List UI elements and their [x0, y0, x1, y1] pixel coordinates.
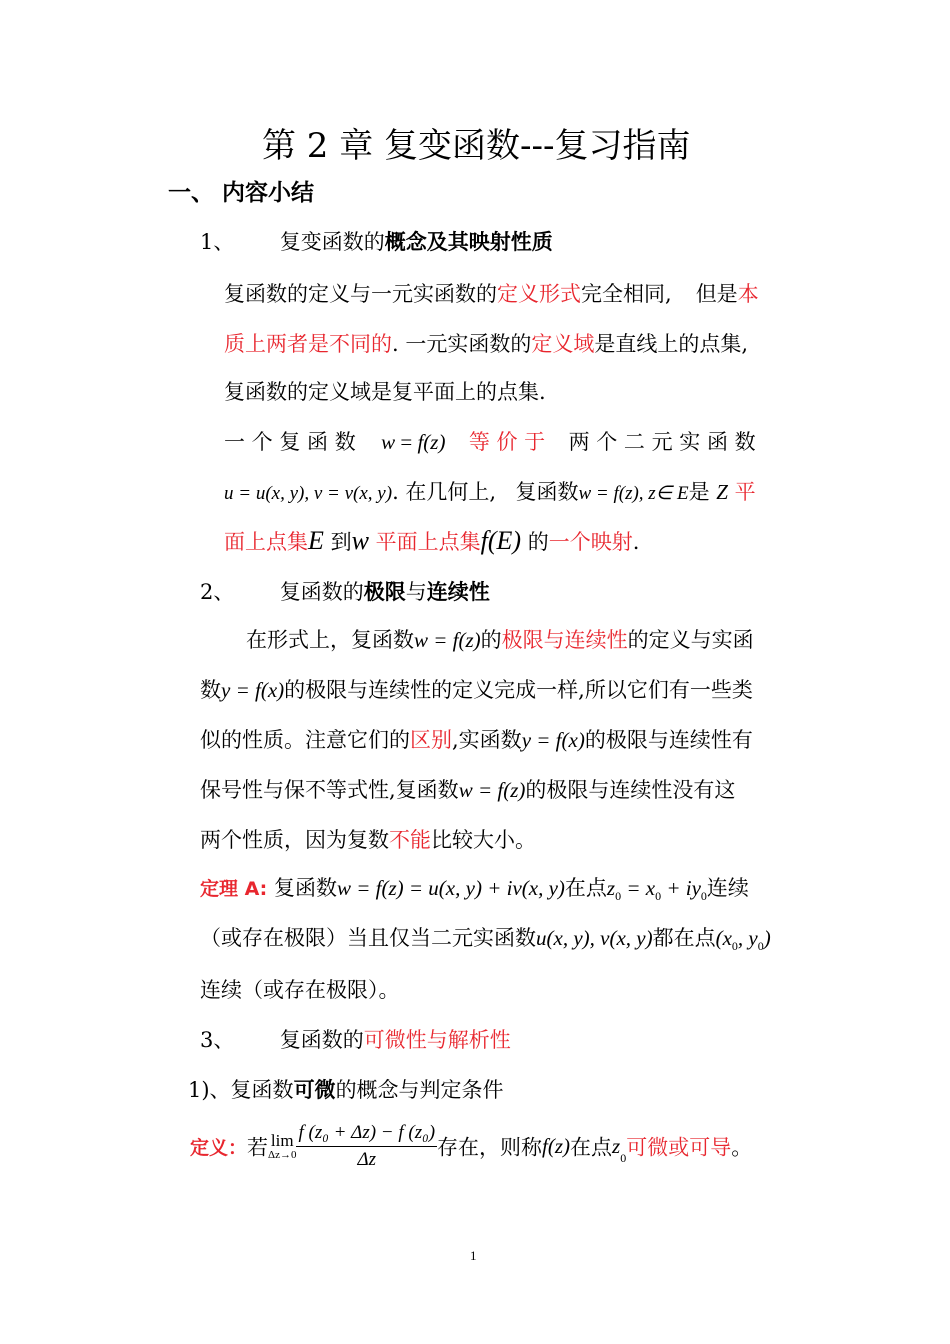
math-subscript: 0 [615, 889, 622, 903]
theorem-label: 定理 A: [200, 878, 268, 900]
para1-line1 [224, 278, 759, 308]
text: 复函数的定义与一元实函数的 [224, 282, 497, 306]
para3-line5 [200, 824, 536, 854]
math: w = f(z), z∈ E [578, 483, 689, 504]
para2-line2 [224, 476, 756, 506]
text: 的极限与连续性有 [584, 728, 753, 752]
text: 完全相同, [581, 282, 672, 306]
math-subscript: 0 [757, 939, 764, 953]
text: 的概念与判定条件 [335, 1078, 504, 1102]
text: 复函数 [395, 778, 459, 802]
text: 复函数 [273, 876, 337, 900]
text: 两个性质，因为复数 [200, 828, 389, 852]
fraction-numerator: f (z₀ + Δz) − f (z₀) [296, 1122, 437, 1147]
text-red: 一个映射 [548, 530, 633, 554]
text: （或存在极限）当且仅当二元实函数 [200, 926, 536, 950]
limit-subscript: Δz→0 [268, 1149, 297, 1161]
subsection-text: 复变函数的 [279, 230, 385, 254]
para3-line1 [246, 624, 754, 654]
text: 两 个 二 元 实 函 数 [568, 430, 756, 454]
text-red: 平 [734, 480, 756, 504]
math: u = u(x, y), v = v(x, y) [224, 483, 393, 504]
text: 比较大小。 [431, 828, 536, 852]
math: f(E) [480, 526, 522, 555]
math: y = f(x) [221, 678, 285, 702]
fraction-denominator: Δz [357, 1149, 377, 1170]
text: . [632, 530, 640, 554]
math: (x [715, 926, 732, 950]
text: 的定义与实函 [627, 628, 754, 652]
difference-quotient [296, 1122, 437, 1171]
subsection-1 [200, 226, 553, 256]
text: 在点 [570, 1135, 613, 1160]
math: w = f(z) = u(x, y) + iv(x, y) [336, 876, 565, 900]
text: 存在，则称 [437, 1135, 543, 1160]
math: w = f(z) [458, 778, 526, 802]
math: w [381, 430, 396, 454]
text-red: 等 价 于 [468, 430, 546, 454]
subsubsection-1 [188, 1074, 504, 1104]
subsection-number: 2、 [200, 580, 235, 604]
math-subscript: 0 [620, 1151, 627, 1165]
math: + iy [661, 876, 701, 900]
text-red: 本 [737, 282, 759, 306]
text: 是 [688, 480, 710, 504]
theorem-a-line1 [200, 872, 749, 904]
text: 都在点 [652, 926, 716, 950]
math: z [606, 876, 616, 900]
para2-line3 [224, 526, 639, 556]
math: E [308, 526, 324, 555]
subsection-bold: 连续性 [426, 580, 490, 604]
para1-line3: 复函数的定义域是复平面上的点集. [224, 380, 546, 404]
subsection-2 [200, 576, 490, 606]
text: 连续 [706, 876, 749, 900]
text: 的极限与连续性的定义完成一样,所以它们有一些类 [284, 678, 753, 702]
math: , y [737, 926, 758, 950]
text: 一 个 复 函 数 [224, 430, 356, 454]
text-red: 平面上点集 [375, 530, 481, 554]
limit-text: lim [270, 1131, 294, 1150]
math: f [417, 430, 424, 454]
text-red: 不能 [389, 828, 431, 852]
text-red: 可微或可导 [626, 1135, 732, 1160]
section-heading: 一、 内容小结 [168, 180, 315, 206]
text-red: 极限与连续性 [501, 628, 628, 652]
text-red: 定义域 [531, 332, 595, 356]
text: ,实函数 [452, 728, 522, 752]
text: 数 [200, 678, 221, 702]
definition-line [190, 1122, 752, 1171]
text: 到 [330, 530, 352, 554]
math: Z [716, 480, 728, 504]
page-number: 1 [470, 1248, 477, 1263]
limit-operator [268, 1132, 296, 1161]
theorem-a-line2 [200, 922, 771, 954]
text: 的 [480, 628, 502, 652]
subsection-3 [200, 1024, 511, 1054]
subsection-text: 复函数的 [279, 1028, 364, 1052]
math: u(x, y), v(x, y) [536, 926, 653, 950]
text: 保号性与保不等式性, [200, 778, 396, 802]
text-red: 面上点集 [224, 530, 308, 554]
math: w [351, 526, 369, 555]
math: = x [621, 876, 656, 900]
text: 的极限与连续性没有这 [525, 778, 736, 802]
subsection-number: 1、 [200, 230, 235, 254]
text: 若 [247, 1135, 269, 1160]
page-title: 第 2 章 复变函数---复习指南 [262, 126, 691, 166]
subsection-bold: 极限 [363, 580, 406, 604]
text: . 一元实函数的 [392, 332, 532, 356]
subsection-bold: 概念及其映射性质 [384, 230, 553, 254]
para2-line1 [224, 426, 756, 456]
text: 在点 [564, 876, 607, 900]
text: 的 [527, 530, 549, 554]
text: 。 [731, 1135, 753, 1160]
text: 复函数 [515, 480, 579, 504]
theorem-a-line3: 连续（或存在极限）。 [200, 978, 400, 1002]
subsection-red: 可微性与解析性 [363, 1028, 511, 1052]
para3-line2 [200, 674, 753, 704]
subsection-text: 复函数的 [279, 580, 364, 604]
math-subscript: 0 [700, 889, 707, 903]
text: 1)、复函数 [188, 1078, 294, 1102]
para3-line3 [200, 724, 753, 754]
subsection-number: 3、 [200, 1028, 235, 1052]
para3-line4 [200, 774, 735, 804]
definition-label: 定义： [190, 1137, 248, 1159]
math: = [395, 430, 418, 454]
text: 是直线上的点集, [594, 332, 749, 356]
math-subscript: 0 [731, 939, 738, 953]
text-red: 区别 [410, 728, 452, 752]
para1-line2 [224, 328, 748, 358]
math: ) [763, 926, 771, 950]
math: (z) [423, 430, 446, 454]
text: 但是 [695, 282, 738, 306]
text-red: 定义形式 [497, 282, 581, 306]
math-subscript: 0 [655, 889, 662, 903]
text-red: 质上两者是不同的 [224, 332, 392, 356]
math: z [612, 1134, 621, 1158]
subsection-text: 与 [405, 580, 427, 604]
math: w = f(z) [414, 628, 481, 652]
text: 似的性质。注意它们的 [200, 728, 410, 752]
text: 在形式上，复函数 [246, 628, 414, 652]
text: . 在几何上, [392, 480, 497, 504]
math: f(z) [542, 1134, 571, 1158]
text-bold: 可微 [293, 1078, 336, 1102]
math: y = f(x) [521, 728, 585, 752]
